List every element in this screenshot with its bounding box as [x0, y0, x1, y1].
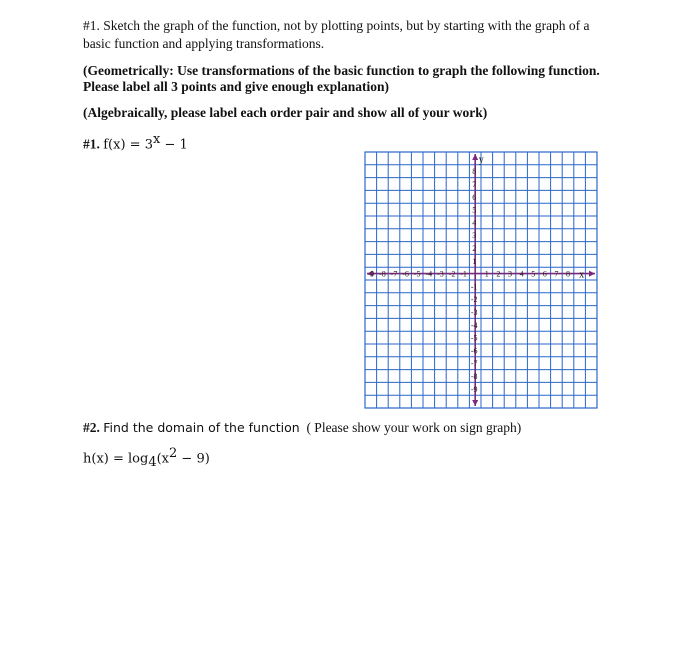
- x-tick-label: -3: [437, 269, 444, 279]
- problem2-function-base: 4: [148, 455, 157, 471]
- problem2-number: #2.: [83, 420, 100, 435]
- problem1-function-lhs: f(x) = 3: [103, 137, 153, 153]
- y-tick-label: 6: [472, 192, 477, 202]
- x-tick-label: -2: [448, 269, 456, 279]
- problem1-algebraic-instruction: (Algebraically, please label each order pair and show all of your work): [83, 105, 488, 120]
- x-tick-label: -5: [413, 269, 421, 279]
- x-tick-label: 6: [542, 269, 547, 279]
- x-tick-label: 2: [496, 269, 501, 279]
- y-tick-label: -4: [470, 320, 478, 330]
- y-tick-label: 1: [472, 256, 477, 266]
- problem2-heading: [83, 419, 521, 436]
- problem2-function: [83, 445, 210, 471]
- x-tick-label: 5: [531, 269, 536, 279]
- coordinate-grid: [363, 150, 599, 410]
- x-tick-label: -4: [425, 269, 433, 279]
- problem1-function: [83, 131, 188, 154]
- problem2-function-lhs: h(x) = log: [83, 451, 149, 467]
- y-axis-label: y: [478, 154, 484, 166]
- y-tick-label: 8: [472, 167, 477, 177]
- problem2-note: ( Please show your work on sign graph): [306, 420, 522, 435]
- x-tick-label: 7: [554, 269, 559, 279]
- coordinate-grid-svg: [363, 150, 599, 410]
- problem1-number: #1.: [83, 136, 100, 152]
- y-tick-label: -8: [470, 372, 478, 381]
- problem2-function-arg-open: (x: [156, 451, 169, 467]
- problem1-line2: basic function and applying transformations.: [83, 36, 325, 51]
- x-tick-label: -8: [379, 269, 386, 279]
- problem1-function-exponent: x: [152, 132, 161, 147]
- y-tick-label: 4: [472, 218, 477, 228]
- x-axis-label: x: [579, 269, 585, 281]
- problem2-function-arg-close: − 9): [177, 451, 210, 467]
- y-tick-label: -2: [470, 295, 478, 305]
- x-tick-label: 1: [484, 269, 489, 279]
- x-tick-label: 3: [508, 269, 512, 279]
- problem1-function-rhs: − 1: [160, 137, 188, 153]
- problem1-line1: #1. Sketch the graph of the function, not by plotting points, but by starting with the graph of a: [83, 18, 590, 33]
- y-tick-label: 3: [472, 231, 477, 241]
- problem1-geometric-instruction-1: (Geometrically: Use transformations of the basic function to graph the following function.: [83, 63, 600, 78]
- x-tick-label: -1: [460, 269, 467, 279]
- y-tick-label: 2: [472, 244, 477, 253]
- y-tick-label: -1: [470, 282, 478, 292]
- x-tick-label: -9: [367, 269, 375, 279]
- x-tick-label: 8: [566, 269, 570, 279]
- y-tick-label: -6: [470, 346, 478, 356]
- x-tick-label: -6: [402, 269, 409, 279]
- y-tick-label: -3: [470, 308, 478, 317]
- y-tick-label: -9: [470, 384, 478, 394]
- x-tick-label: -7: [390, 269, 398, 279]
- y-tick-label: 7: [472, 180, 477, 189]
- y-tick-label: -7: [470, 359, 478, 369]
- y-tick-label: -5: [470, 333, 478, 343]
- x-tick-label: 4: [519, 269, 524, 279]
- problem2-question: Find the domain of the function: [103, 420, 300, 435]
- problem1-geometric-instruction-2: Please label all 3 points and give enough explanation): [83, 79, 390, 94]
- y-tick-label: 5: [472, 205, 477, 215]
- problem2-function-arg-exponent: 2: [169, 446, 178, 461]
